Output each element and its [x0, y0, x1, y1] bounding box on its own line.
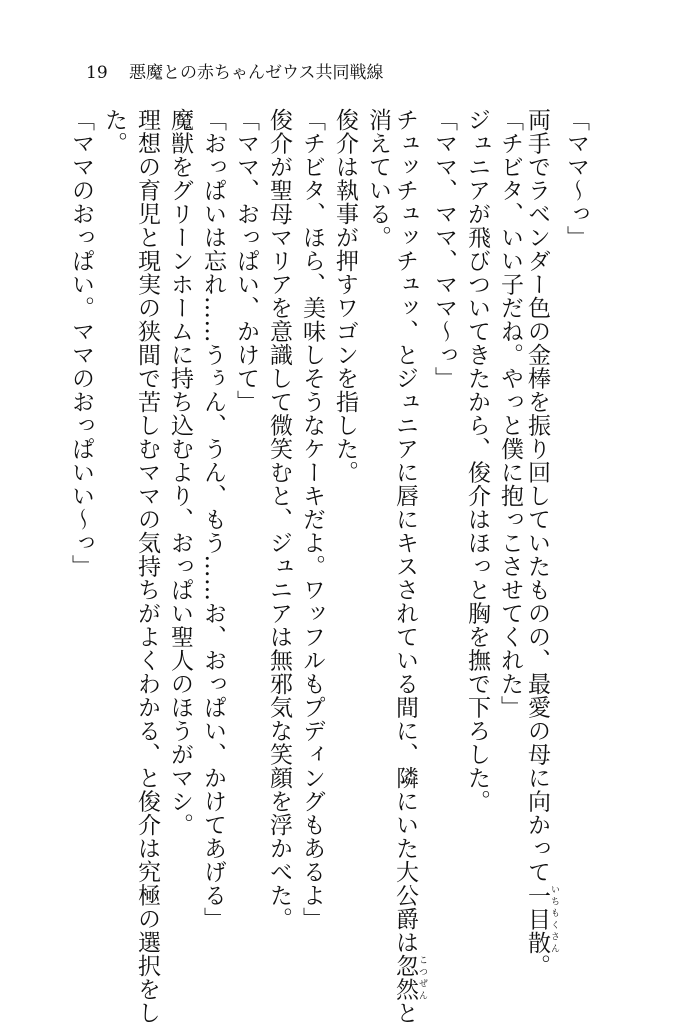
text-column-6-main: チュッチュッチュッ、とジュニアに唇にキスされている間に、隣にいた大公爵は	[392, 108, 418, 954]
text-column-2: 両手でラベンダー色の金棒を振り回していたものの、最愛の母に向かって一目散 いちもくさん。	[524, 108, 559, 978]
ichimokusan-ruby: 一目散 いちもくさん	[524, 883, 559, 954]
text-column-1: 「ママ〜っ」	[563, 108, 589, 249]
text-column-7: 消えている。	[365, 108, 391, 249]
text-column-6: チュッチュッチュッ、とジュニアに唇にキスされている間に、隣にいた大公爵は忽然 こつぜんと	[392, 108, 427, 1025]
text-column-2-main: 両手でラベンダー色の金棒を振り回していたものの、最愛の母に向かって	[524, 108, 550, 884]
running-title: 悪魔との赤ちゃんゼウス共同戦線	[129, 63, 384, 83]
text-column-16: 「ママのおっぱい。ママのおっぱいい〜っ」	[68, 108, 94, 578]
text-column-13: 魔獣をグリーンホームに持ち込むより、おっぱい聖人のほうがマシ。	[167, 108, 193, 837]
text-column-10: 俊介が聖母マリアを意識して微笑むと、ジュニアは無邪気な笑顔を浮かべた。	[266, 108, 292, 931]
text-column-12: 「おっぱいは忘れ……うぅん、うん、もう……お、おっぱい、かけてあげる」	[200, 108, 226, 931]
text-column-8: 俊介は執事が押すワゴンを指した。	[332, 108, 358, 484]
text-column-9: 「チビタ、ほら、美味しそうなケーキだよ。ワッフルもプディングもあるよ」	[299, 108, 325, 931]
text-column-3: 「チビタ、いい子だね。やっと僕に抱っこさせてくれた」	[497, 108, 523, 719]
text-column-15: た。	[101, 108, 127, 155]
furigana-ichimokusan: いちもくさん	[549, 883, 559, 954]
running-header	[86, 58, 384, 83]
furigana-kotsuzen: こつぜん	[417, 954, 427, 1001]
text-column-14: 理想の育児と現実の狭間で苦しむママの気持ちがよくわかる、と俊介は究極の選択をし	[134, 108, 160, 1025]
text-column-4: ジュニアが飛びついてきたから、俊介はほっと胸を撫で下ろした。	[464, 108, 490, 813]
text-column-11: 「ママ、おっぱい、かけて」	[233, 108, 259, 414]
kotsuzen-ruby: 忽然 こつぜん	[392, 954, 427, 1001]
vertical-body-text	[68, 108, 589, 1025]
page-number: 19	[86, 63, 108, 83]
text-column-5: 「ママ、ママ、ママ〜っ」	[431, 108, 457, 390]
